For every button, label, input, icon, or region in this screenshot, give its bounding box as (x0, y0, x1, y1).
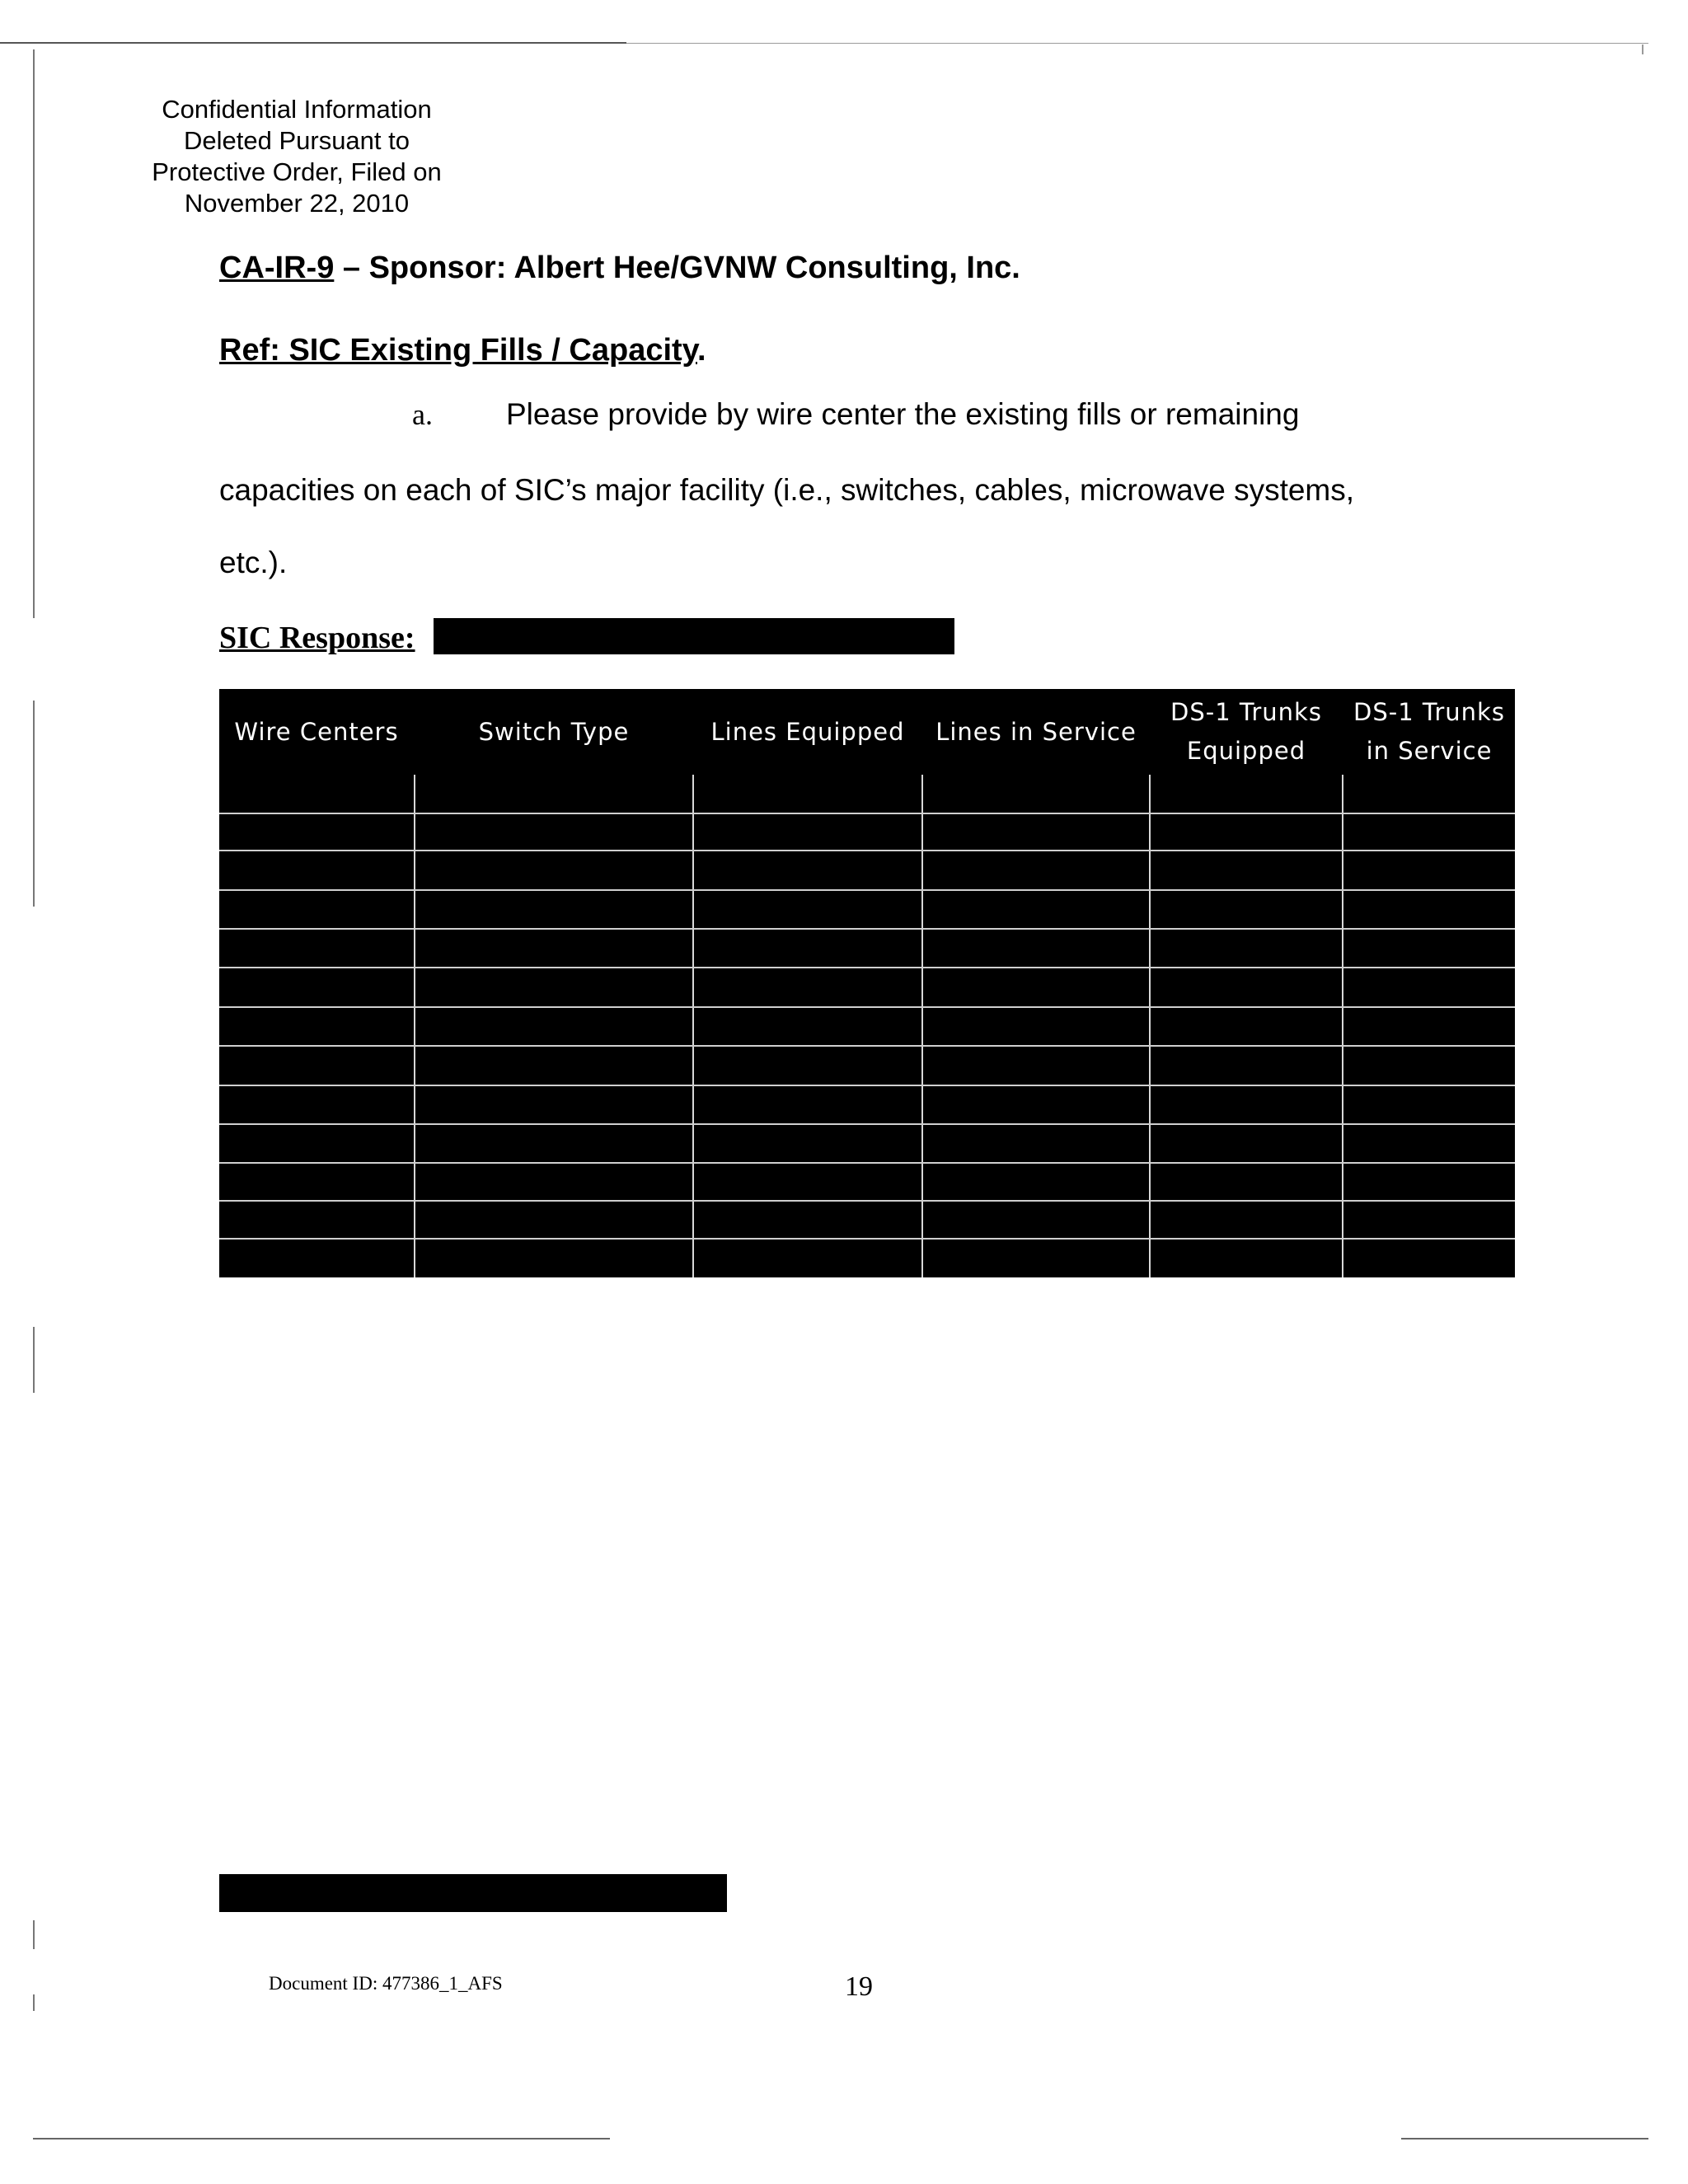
scan-artifact-left4 (33, 1920, 35, 1949)
table-row-divider (219, 967, 1515, 968)
reference-label: Ref: SIC Existing Fills / Capacity (219, 333, 697, 368)
document-id: Document ID: 477386_1_AFS (269, 1973, 503, 1994)
table-row-divider (219, 850, 1515, 851)
scan-artifact-right (1642, 45, 1643, 54)
table-row-divider (219, 1006, 1515, 1008)
table-row-divider (219, 1085, 1515, 1086)
reference-period: . (696, 333, 706, 368)
table-header-ds1-equipped: DS-1 Trunks Equipped (1170, 698, 1322, 765)
table-row-divider (219, 1238, 1515, 1240)
table-header-ds1-in-service: DS-1 Trunks in Service (1353, 698, 1505, 765)
reference-line (219, 333, 706, 368)
question-marker: a. (412, 398, 433, 431)
scan-artifact-bottom-right (1401, 2138, 1648, 2139)
confidential-line-3: Protective Order, Filed on (152, 157, 442, 186)
scan-artifact-left5 (33, 1994, 35, 2011)
table-row-divider (219, 928, 1515, 930)
table-row-divider (219, 813, 1515, 814)
question-line-3: etc.). (219, 546, 288, 579)
scan-artifact-top-dark (0, 42, 626, 44)
scan-artifact-left3 (33, 1327, 35, 1393)
scan-artifact-left2 (33, 701, 35, 907)
confidential-line-2: Deleted Pursuant to (183, 126, 410, 155)
question-line-1: Please provide by wire center the existing fills or remaining (506, 397, 1300, 431)
table-header-switch-type: Switch Type (478, 717, 630, 746)
table-row-divider (219, 1200, 1515, 1202)
confidential-notice (132, 94, 462, 219)
table-header-lines-in-service: Lines in Service (935, 717, 1137, 746)
table-row-divider (219, 889, 1515, 891)
confidential-line-1: Confidential Information (162, 95, 432, 124)
redaction-bar-response (434, 618, 954, 654)
redaction-bar-bottom (219, 1874, 727, 1912)
table-row-divider (219, 1123, 1515, 1125)
table-row-divider (219, 1045, 1515, 1047)
request-id: CA-IR-9 (219, 251, 335, 285)
table-header-wire-centers: Wire Centers (234, 717, 399, 746)
request-sponsor: – Sponsor: Albert Hee/GVNW Consulting, Inc. (334, 251, 1020, 285)
scan-artifact-bottom (33, 2138, 610, 2139)
question-line-2: capacities on each of SIC’s major facility (i.e., switches, cables, microwave systems, (219, 473, 1355, 507)
table-header-lines-equipped: Lines Equipped (710, 717, 905, 746)
response-label: SIC Response: (219, 621, 415, 655)
scan-artifact-left (33, 49, 35, 618)
request-heading (219, 251, 1020, 286)
table-row-divider (219, 1162, 1515, 1164)
page-number: 19 (845, 1971, 873, 2002)
confidential-line-4: November 22, 2010 (184, 189, 410, 218)
redacted-capacity-table (219, 689, 1515, 1277)
